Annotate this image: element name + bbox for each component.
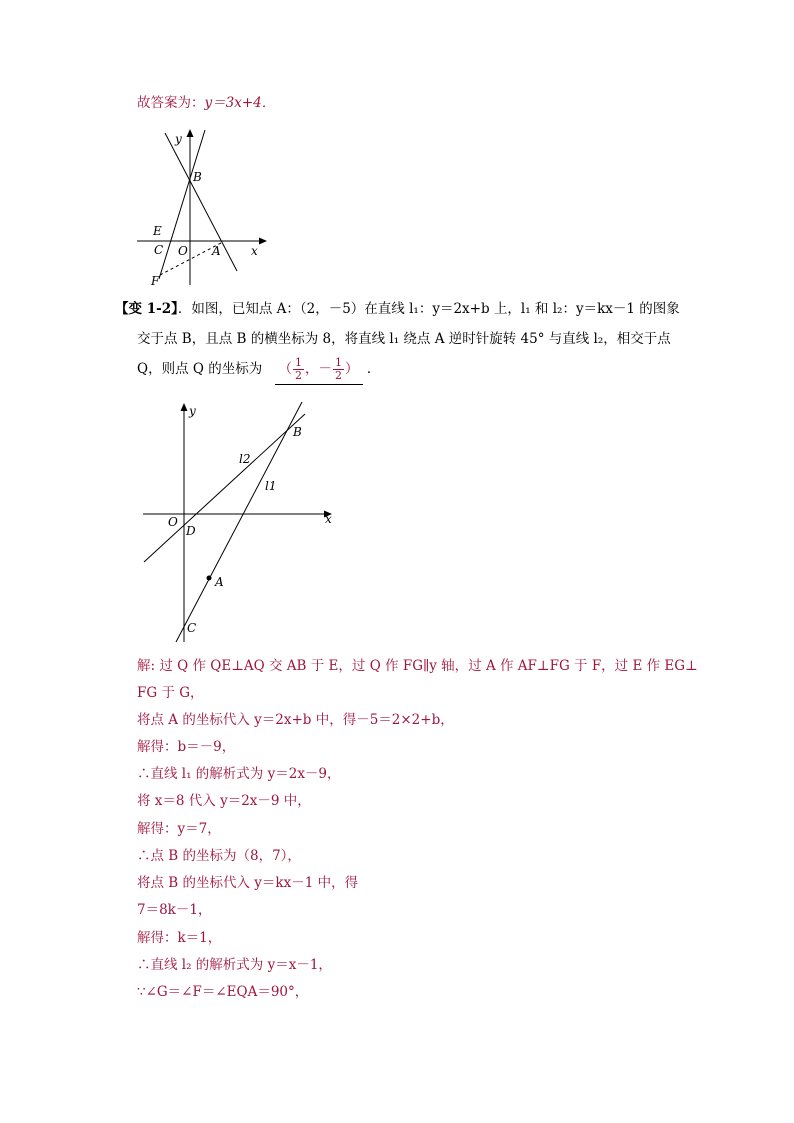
fig2-line-l1 bbox=[176, 402, 302, 642]
solution-line: ∴点 B 的坐标为（8，7）， bbox=[137, 848, 301, 864]
fig1-label-A: A bbox=[212, 244, 221, 258]
fig2-label-x: x bbox=[325, 512, 332, 526]
fig2-label-A: A bbox=[215, 575, 224, 589]
solution-line: 7＝8k－1， bbox=[137, 902, 212, 918]
problem-tag: 【变 1-2】 bbox=[115, 301, 178, 317]
fig1-line-BA bbox=[165, 133, 237, 271]
solution-line: 解得：k＝1， bbox=[137, 930, 222, 946]
solution-line: 解得：b＝－9， bbox=[137, 739, 236, 755]
fig1-x-arrow bbox=[259, 238, 267, 245]
problem-text-3: Q，则点 Q 的坐标为 bbox=[137, 361, 263, 377]
solution-line: ∴直线 l₁ 的解析式为 y＝2x－9， bbox=[137, 766, 341, 782]
answer-expression: y＝3x+4． bbox=[204, 95, 276, 111]
fraction-1-numerator: 1 bbox=[295, 356, 303, 369]
fig1-label-F: F bbox=[151, 274, 160, 288]
fig1-label-O: O bbox=[178, 244, 188, 258]
solution-line: 解: 过 Q 作 QE⊥AQ 交 AB 于 E，过 Q 作 FG∥y 轴，过 A 作 AF⊥FG 于 F，过 E 作 EG⊥ bbox=[137, 658, 698, 674]
fig1-label-x: x bbox=[251, 244, 258, 258]
figure-2 bbox=[135, 398, 345, 646]
solution-line: 将点 B 的坐标代入 y＝kx－1 中，得 bbox=[137, 875, 359, 891]
solution-line: ∴直线 l₂ 的解析式为 y＝x－1， bbox=[137, 957, 332, 973]
fig1-y-arrow bbox=[187, 129, 194, 137]
problem-row-1 bbox=[115, 294, 685, 324]
answer-fraction-1 bbox=[293, 357, 304, 382]
fig1-label-B: B bbox=[193, 170, 202, 184]
solution-line: 将点 A 的坐标代入 y＝2x+b 中，得－5＝2×2+b， bbox=[137, 712, 454, 728]
fig1-label-E: E bbox=[153, 224, 162, 238]
problem-text-1: ．如图，已知点 A：（2，－5）在直线 l₁：y＝2x+b 上，l₁ 和 l₂：y＝kx－1 的图象 bbox=[177, 301, 680, 317]
solution-line: 解得：y＝7， bbox=[137, 821, 221, 837]
problem-row-3 bbox=[115, 354, 685, 385]
answer-comma: ，－ bbox=[305, 361, 333, 377]
fraction-1-denominator: 2 bbox=[295, 369, 303, 382]
answer-open-paren: （ bbox=[278, 361, 293, 377]
fraction-2-denominator: 2 bbox=[335, 369, 343, 382]
problem-row-2: 交于点 B，且点 B 的横坐标为 8，将直线 l₁ 绕点 A 逆时针旋转 45° 与直线 l₂，相交于点 bbox=[137, 331, 671, 347]
fig2-label-y: y bbox=[189, 404, 196, 418]
problem-row-3-end: ． bbox=[366, 361, 381, 377]
fig1-label-y: y bbox=[175, 132, 182, 146]
solution-line: ∵∠G＝∠F＝∠EQA＝90°， bbox=[137, 984, 309, 1000]
fraction-2-numerator: 1 bbox=[335, 356, 343, 369]
fig1-label-C: C bbox=[154, 243, 164, 257]
answer-fraction-2 bbox=[333, 357, 344, 382]
fig2-y-arrow bbox=[181, 403, 188, 411]
answer-prefix: 故答案为： bbox=[137, 95, 205, 111]
fig2-label-l1: l1 bbox=[265, 479, 277, 493]
solution-line: 将 x＝8 代入 y＝2x－9 中， bbox=[137, 793, 311, 809]
solution-line: FG 于 G， bbox=[137, 685, 204, 701]
fig2-label-B: B bbox=[293, 425, 302, 439]
fig2-label-O: O bbox=[168, 515, 178, 529]
answer-blank bbox=[275, 354, 363, 385]
fig2-point-A bbox=[207, 576, 212, 581]
fig2-line-l2 bbox=[144, 414, 305, 562]
fig2-label-C: C bbox=[187, 621, 197, 635]
fig2-label-D: D bbox=[186, 524, 196, 538]
answer-close-paren: ） bbox=[345, 361, 359, 377]
fig2-label-l2: l2 bbox=[239, 452, 251, 466]
answer-line bbox=[137, 94, 275, 112]
problem-statement bbox=[115, 294, 685, 385]
figure-1 bbox=[135, 125, 275, 290]
